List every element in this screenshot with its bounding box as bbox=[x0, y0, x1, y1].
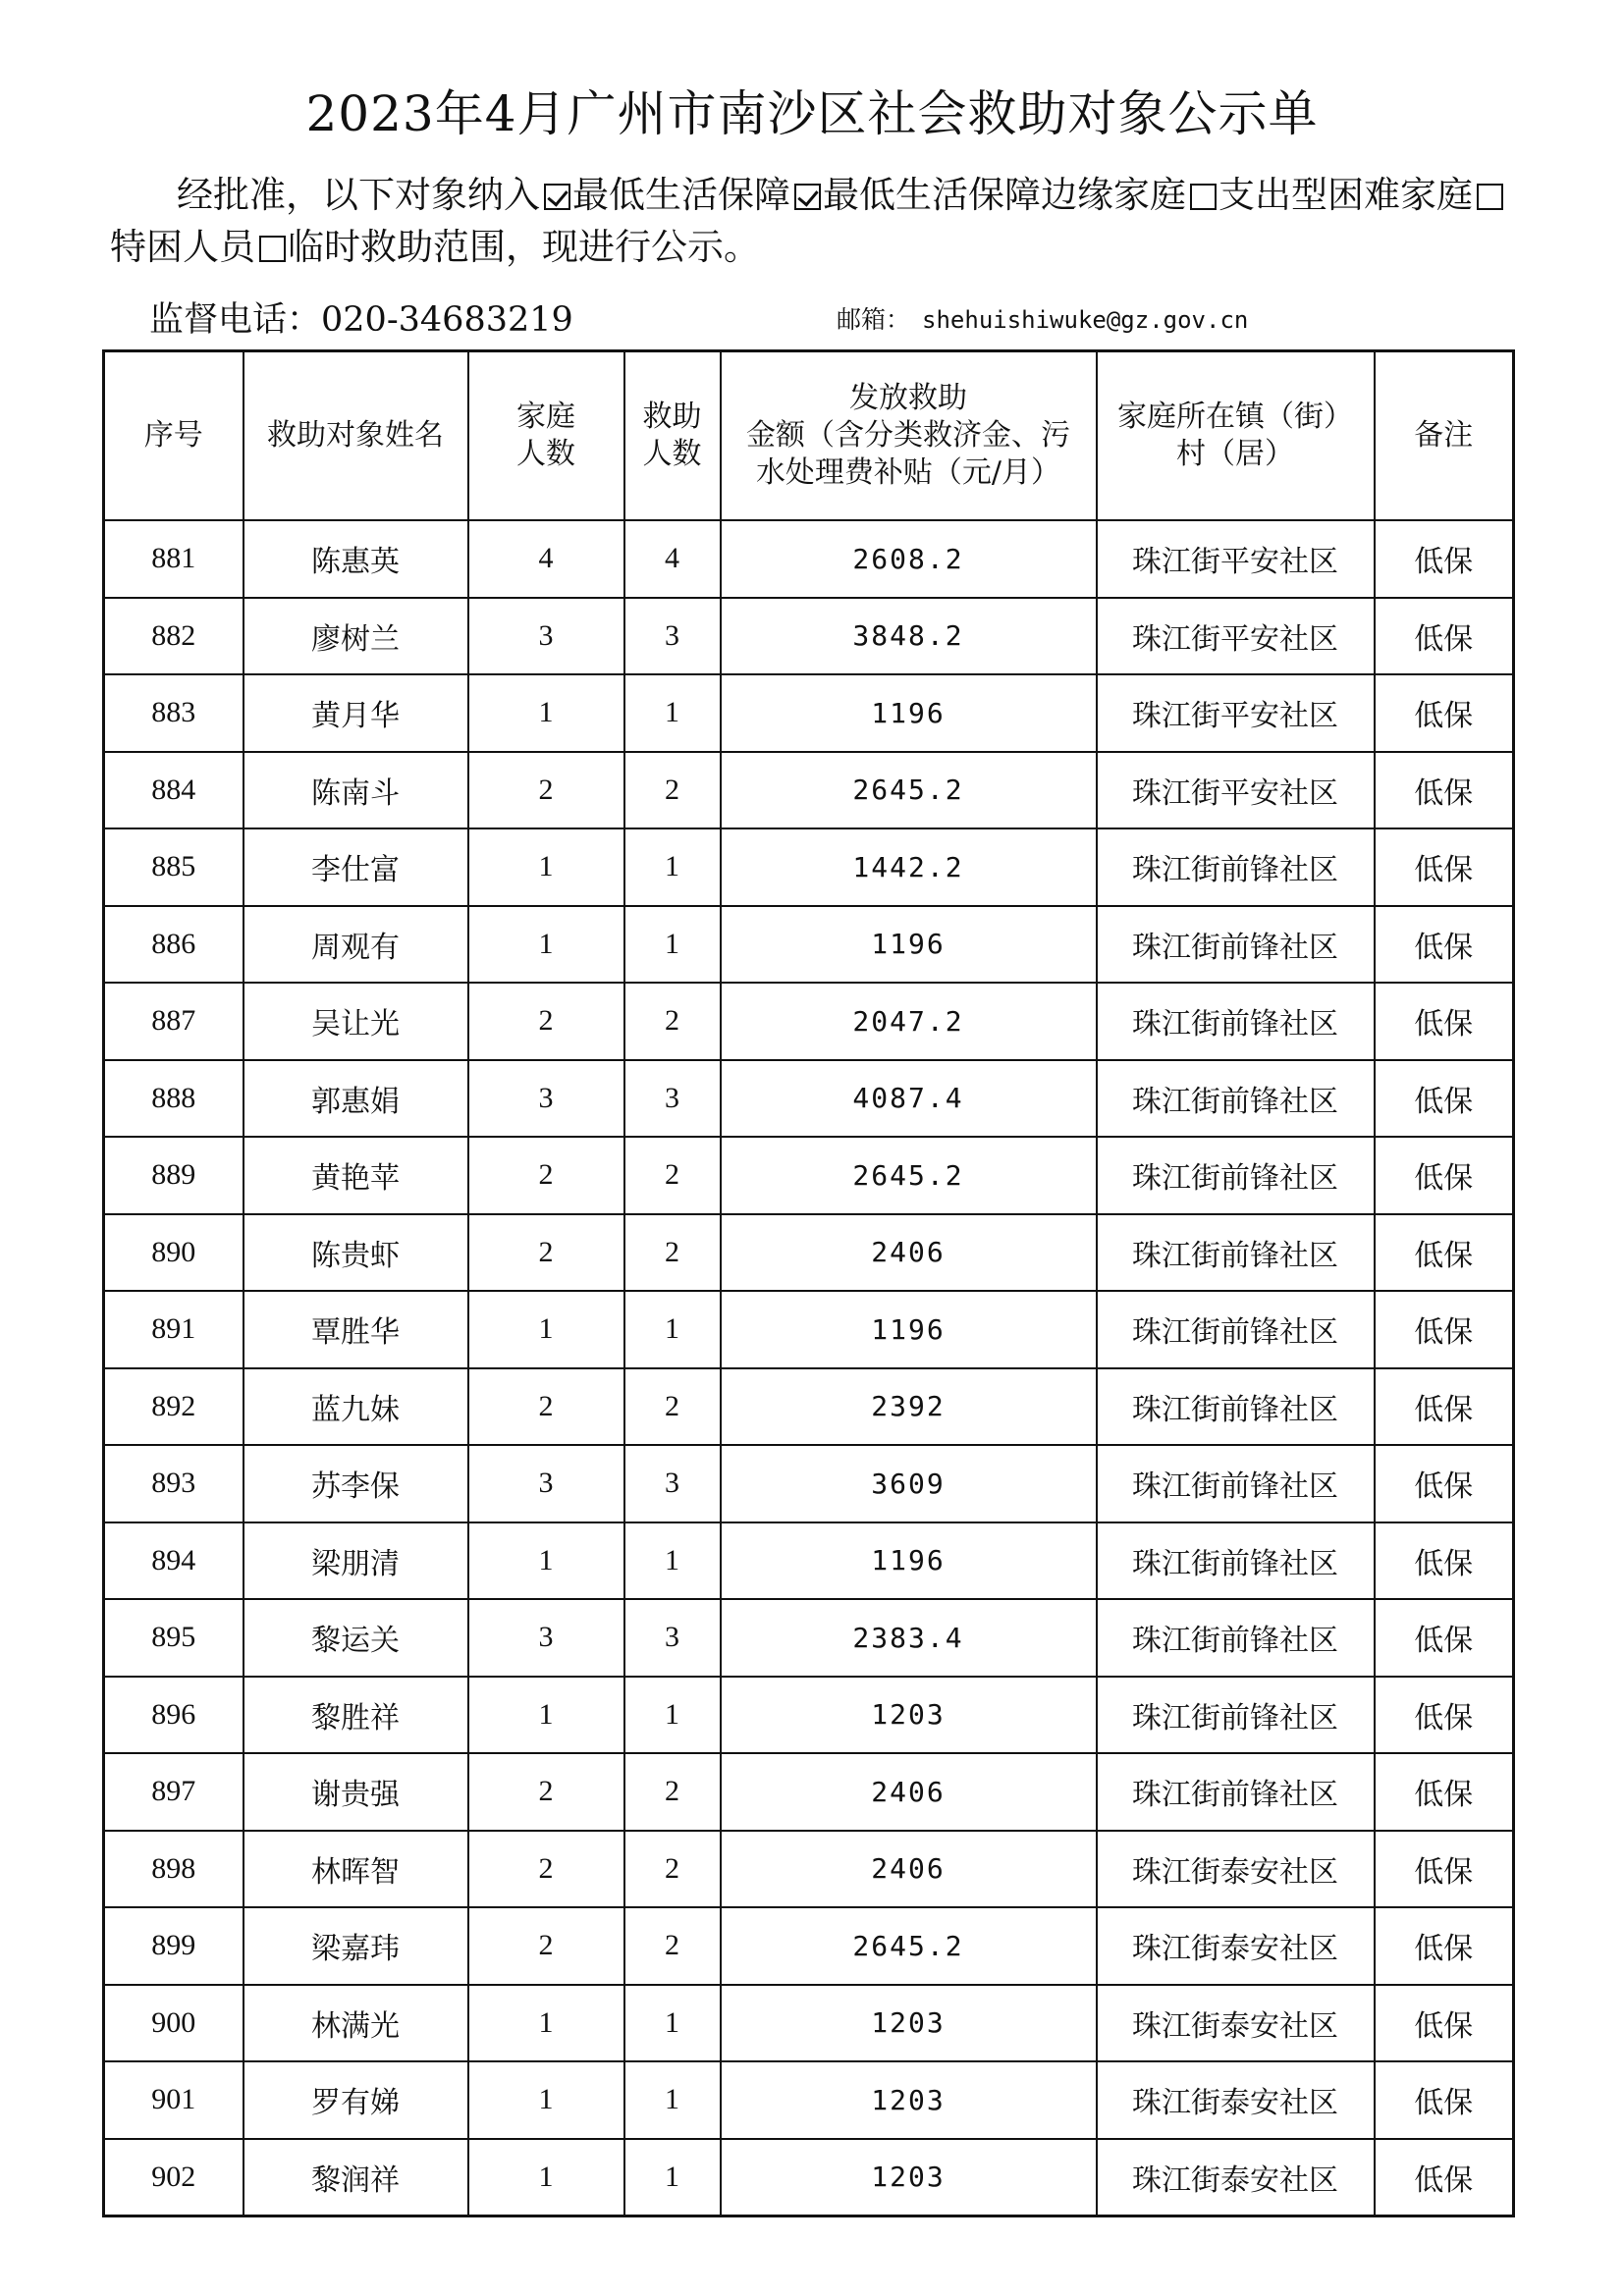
intro-lead: 经批准，以下对象纳入 bbox=[177, 174, 540, 216]
aid-amount-cell: 2383.4 bbox=[721, 1599, 1097, 1677]
location-cell: 珠江街平安社区 bbox=[1097, 674, 1375, 752]
row-index-cell: 886 bbox=[104, 906, 244, 984]
table-row bbox=[104, 1368, 1514, 1446]
header-line: 人数 bbox=[642, 437, 702, 471]
table-body bbox=[104, 520, 1514, 2216]
table-row bbox=[104, 1214, 1514, 1292]
location-cell: 珠江街前锋社区 bbox=[1097, 1060, 1375, 1138]
row-index-cell: 895 bbox=[104, 1599, 244, 1677]
col-aid-count-header bbox=[624, 351, 721, 521]
header-line: 救助 bbox=[642, 400, 702, 434]
location-cell: 珠江街前锋社区 bbox=[1097, 1445, 1375, 1522]
aid-count-cell: 3 bbox=[624, 598, 721, 675]
header-line: 人数 bbox=[516, 437, 575, 471]
family-size-cell: 2 bbox=[468, 1753, 624, 1831]
row-index-cell: 894 bbox=[104, 1522, 244, 1600]
note-cell: 低保 bbox=[1375, 1291, 1514, 1368]
note-cell: 低保 bbox=[1375, 1599, 1514, 1677]
col-location-header bbox=[1097, 351, 1375, 521]
aid-count-cell: 2 bbox=[624, 1214, 721, 1292]
phone-number: 020-34683219 bbox=[321, 300, 573, 340]
row-index-cell: 885 bbox=[104, 828, 244, 906]
row-index-cell: 890 bbox=[104, 1214, 244, 1292]
aid-amount-cell: 4087.4 bbox=[721, 1060, 1097, 1138]
recipient-name-cell: 黎胜祥 bbox=[244, 1677, 468, 1754]
header-line: 村（居） bbox=[1176, 437, 1294, 471]
recipient-name-cell: 郭惠娟 bbox=[244, 1060, 468, 1138]
note-cell: 低保 bbox=[1375, 1907, 1514, 1985]
location-cell: 珠江街前锋社区 bbox=[1097, 906, 1375, 984]
aid-amount-cell: 3848.2 bbox=[721, 598, 1097, 675]
header-line: 家庭所在镇（街） bbox=[1117, 400, 1353, 434]
intro-tail: 范围，现进行公示。 bbox=[433, 226, 760, 268]
table-row bbox=[104, 2139, 1514, 2216]
recipient-name-cell: 罗有娣 bbox=[244, 2061, 468, 2139]
note-cell: 低保 bbox=[1375, 1214, 1514, 1292]
email-label: 邮箱： bbox=[837, 305, 911, 334]
row-index-cell: 896 bbox=[104, 1677, 244, 1754]
location-cell: 珠江街泰安社区 bbox=[1097, 2139, 1375, 2216]
aid-amount-cell: 2406 bbox=[721, 1753, 1097, 1831]
option-label: 支出型困难家庭 bbox=[1218, 174, 1473, 216]
header-line: 序号 bbox=[143, 418, 203, 453]
aid-amount-cell: 3609 bbox=[721, 1445, 1097, 1522]
location-cell: 珠江街泰安社区 bbox=[1097, 1985, 1375, 2062]
header-line: 家庭 bbox=[516, 400, 575, 434]
table-row bbox=[104, 1985, 1514, 2062]
col-family-size-header bbox=[468, 351, 624, 521]
header-line: 水处理费补贴（元/月） bbox=[755, 455, 1061, 490]
aid-amount-cell: 2645.2 bbox=[721, 1137, 1097, 1214]
table-row bbox=[104, 828, 1514, 906]
aid-count-cell: 2 bbox=[624, 1831, 721, 1908]
row-index-cell: 888 bbox=[104, 1060, 244, 1138]
aid-count-cell: 2 bbox=[624, 1753, 721, 1831]
option-label: 最低生活保障 bbox=[572, 174, 790, 216]
aid-amount-cell: 2406 bbox=[721, 1831, 1097, 1908]
recipient-name-cell: 梁朋清 bbox=[244, 1522, 468, 1600]
recipient-name-cell: 周观有 bbox=[244, 906, 468, 984]
aid-count-cell: 1 bbox=[624, 1291, 721, 1368]
email-address: shehuishiwuke@gz.gov.cn bbox=[922, 306, 1249, 334]
recipient-name-cell: 苏李保 bbox=[244, 1445, 468, 1522]
contact-line bbox=[149, 293, 1524, 342]
location-cell: 珠江街前锋社区 bbox=[1097, 1291, 1375, 1368]
table-row bbox=[104, 2061, 1514, 2139]
aid-count-cell: 1 bbox=[624, 674, 721, 752]
row-index-cell: 883 bbox=[104, 674, 244, 752]
location-cell: 珠江街前锋社区 bbox=[1097, 1368, 1375, 1446]
checked-box-icon bbox=[544, 184, 570, 210]
note-cell: 低保 bbox=[1375, 983, 1514, 1060]
col-note-header bbox=[1375, 351, 1514, 521]
phone-label: 监督电话： bbox=[149, 300, 322, 340]
aid-amount-cell: 2047.2 bbox=[721, 983, 1097, 1060]
family-size-cell: 2 bbox=[468, 1907, 624, 1985]
aid-amount-cell: 1196 bbox=[721, 1291, 1097, 1368]
header-line: 发放救助 bbox=[849, 381, 967, 415]
table-row bbox=[104, 1445, 1514, 1522]
family-size-cell: 1 bbox=[468, 1522, 624, 1600]
aid-count-cell: 2 bbox=[624, 983, 721, 1060]
row-index-cell: 887 bbox=[104, 983, 244, 1060]
family-size-cell: 1 bbox=[468, 1985, 624, 2062]
row-index-cell: 899 bbox=[104, 1907, 244, 1985]
table-row bbox=[104, 598, 1514, 675]
aid-count-cell: 1 bbox=[624, 2061, 721, 2139]
option-label: 最低生活保障边缘家庭 bbox=[823, 174, 1186, 216]
table-row bbox=[104, 983, 1514, 1060]
location-cell: 珠江街前锋社区 bbox=[1097, 1677, 1375, 1754]
aid-amount-cell: 2608.2 bbox=[721, 520, 1097, 598]
supervision-email bbox=[837, 300, 1248, 336]
aid-amount-cell: 2406 bbox=[721, 1214, 1097, 1292]
table-row bbox=[104, 1831, 1514, 1908]
aid-count-cell: 3 bbox=[624, 1445, 721, 1522]
aid-count-cell: 2 bbox=[624, 1137, 721, 1214]
table-row bbox=[104, 1522, 1514, 1600]
location-cell: 珠江街平安社区 bbox=[1097, 752, 1375, 829]
note-cell: 低保 bbox=[1375, 1060, 1514, 1138]
note-cell: 低保 bbox=[1375, 752, 1514, 829]
table-row bbox=[104, 906, 1514, 984]
family-size-cell: 1 bbox=[468, 906, 624, 984]
row-index-cell: 901 bbox=[104, 2061, 244, 2139]
row-index-cell: 893 bbox=[104, 1445, 244, 1522]
note-cell: 低保 bbox=[1375, 1368, 1514, 1446]
recipient-name-cell: 吴让光 bbox=[244, 983, 468, 1060]
note-cell: 低保 bbox=[1375, 2061, 1514, 2139]
family-size-cell: 2 bbox=[468, 1214, 624, 1292]
family-size-cell: 3 bbox=[468, 598, 624, 675]
aid-count-cell: 3 bbox=[624, 1060, 721, 1138]
family-size-cell: 3 bbox=[468, 1599, 624, 1677]
family-size-cell: 2 bbox=[468, 1831, 624, 1908]
family-size-cell: 1 bbox=[468, 2061, 624, 2139]
location-cell: 珠江街前锋社区 bbox=[1097, 1137, 1375, 1214]
empty-box-icon bbox=[1190, 184, 1217, 210]
row-index-cell: 898 bbox=[104, 1831, 244, 1908]
family-size-cell: 2 bbox=[468, 752, 624, 829]
aid-amount-cell: 1203 bbox=[721, 2139, 1097, 2216]
family-size-cell: 1 bbox=[468, 1291, 624, 1368]
note-cell: 低保 bbox=[1375, 674, 1514, 752]
recipient-name-cell: 黄艳苹 bbox=[244, 1137, 468, 1214]
family-size-cell: 2 bbox=[468, 1137, 624, 1214]
note-cell: 低保 bbox=[1375, 1522, 1514, 1600]
aid-amount-cell: 1196 bbox=[721, 906, 1097, 984]
table-row bbox=[104, 674, 1514, 752]
aid-count-cell: 2 bbox=[624, 1368, 721, 1446]
recipient-name-cell: 梁嘉玮 bbox=[244, 1907, 468, 1985]
recipient-name-cell: 覃胜华 bbox=[244, 1291, 468, 1368]
row-index-cell: 902 bbox=[104, 2139, 244, 2216]
location-cell: 珠江街前锋社区 bbox=[1097, 828, 1375, 906]
recipients-table bbox=[102, 349, 1515, 2217]
note-cell: 低保 bbox=[1375, 2139, 1514, 2216]
note-cell: 低保 bbox=[1375, 1137, 1514, 1214]
location-cell: 珠江街前锋社区 bbox=[1097, 1522, 1375, 1600]
checked-box-icon bbox=[794, 184, 821, 210]
family-size-cell: 1 bbox=[468, 674, 624, 752]
aid-amount-cell: 1196 bbox=[721, 674, 1097, 752]
family-size-cell: 2 bbox=[468, 983, 624, 1060]
aid-amount-cell: 2645.2 bbox=[721, 752, 1097, 829]
aid-amount-cell: 1442.2 bbox=[721, 828, 1097, 906]
family-size-cell: 3 bbox=[468, 1060, 624, 1138]
supervision-phone bbox=[149, 293, 573, 342]
location-cell: 珠江街平安社区 bbox=[1097, 598, 1375, 675]
location-cell: 珠江街前锋社区 bbox=[1097, 1599, 1375, 1677]
option-label: 特困人员 bbox=[110, 226, 255, 268]
header-line: 金额（含分类救济金、污 bbox=[746, 418, 1070, 453]
aid-amount-cell: 1196 bbox=[721, 1522, 1097, 1600]
location-cell: 珠江街泰安社区 bbox=[1097, 2061, 1375, 2139]
aid-amount-cell: 2645.2 bbox=[721, 1907, 1097, 1985]
family-size-cell: 2 bbox=[468, 1368, 624, 1446]
recipient-name-cell: 廖树兰 bbox=[244, 598, 468, 675]
row-index-cell: 892 bbox=[104, 1368, 244, 1446]
recipient-name-cell: 黎润祥 bbox=[244, 2139, 468, 2216]
location-cell: 珠江街泰安社区 bbox=[1097, 1831, 1375, 1908]
aid-count-cell: 2 bbox=[624, 752, 721, 829]
table-header-row bbox=[104, 351, 1514, 521]
table-row bbox=[104, 1137, 1514, 1214]
header-line: 备注 bbox=[1414, 418, 1474, 453]
aid-count-cell: 2 bbox=[624, 1907, 721, 1985]
family-size-cell: 1 bbox=[468, 1677, 624, 1754]
location-cell: 珠江街前锋社区 bbox=[1097, 983, 1375, 1060]
note-cell: 低保 bbox=[1375, 828, 1514, 906]
aid-count-cell: 1 bbox=[624, 828, 721, 906]
aid-amount-cell: 1203 bbox=[721, 2061, 1097, 2139]
aid-count-cell: 3 bbox=[624, 1599, 721, 1677]
row-index-cell: 900 bbox=[104, 1985, 244, 2062]
location-cell: 珠江街前锋社区 bbox=[1097, 1214, 1375, 1292]
note-cell: 低保 bbox=[1375, 1677, 1514, 1754]
note-cell: 低保 bbox=[1375, 598, 1514, 675]
aid-amount-cell: 1203 bbox=[721, 1677, 1097, 1754]
note-cell: 低保 bbox=[1375, 1753, 1514, 1831]
table-row bbox=[104, 1599, 1514, 1677]
col-amount-header bbox=[721, 351, 1097, 521]
option-label: 临时救助 bbox=[288, 226, 433, 268]
recipient-name-cell: 黄月华 bbox=[244, 674, 468, 752]
table-row bbox=[104, 1060, 1514, 1138]
family-size-cell: 3 bbox=[468, 1445, 624, 1522]
recipient-name-cell: 李仕富 bbox=[244, 828, 468, 906]
row-index-cell: 884 bbox=[104, 752, 244, 829]
empty-box-icon bbox=[1477, 184, 1503, 210]
aid-count-cell: 1 bbox=[624, 2139, 721, 2216]
empty-box-icon bbox=[259, 236, 286, 262]
table-row bbox=[104, 520, 1514, 598]
table-row bbox=[104, 1907, 1514, 1985]
note-cell: 低保 bbox=[1375, 520, 1514, 598]
table-row bbox=[104, 752, 1514, 829]
family-size-cell: 4 bbox=[468, 520, 624, 598]
aid-count-cell: 4 bbox=[624, 520, 721, 598]
approval-statement bbox=[110, 169, 1514, 273]
table-row bbox=[104, 1677, 1514, 1754]
recipient-name-cell: 蓝九妹 bbox=[244, 1368, 468, 1446]
document-title: 2023年4月广州市南沙区社会救助对象公示单 bbox=[305, 85, 1319, 142]
recipient-name-cell: 陈南斗 bbox=[244, 752, 468, 829]
row-index-cell: 882 bbox=[104, 598, 244, 675]
location-cell: 珠江街前锋社区 bbox=[1097, 1753, 1375, 1831]
recipient-name-cell: 林满光 bbox=[244, 1985, 468, 2062]
aid-count-cell: 1 bbox=[624, 906, 721, 984]
row-index-cell: 881 bbox=[104, 520, 244, 598]
recipient-name-cell: 陈惠英 bbox=[244, 520, 468, 598]
row-index-cell: 891 bbox=[104, 1291, 244, 1368]
recipient-name-cell: 陈贵虾 bbox=[244, 1214, 468, 1292]
note-cell: 低保 bbox=[1375, 1445, 1514, 1522]
family-size-cell: 1 bbox=[468, 828, 624, 906]
row-index-cell: 889 bbox=[104, 1137, 244, 1214]
col-index-header bbox=[104, 351, 244, 521]
note-cell: 低保 bbox=[1375, 1831, 1514, 1908]
location-cell: 珠江街平安社区 bbox=[1097, 520, 1375, 598]
aid-count-cell: 1 bbox=[624, 1677, 721, 1754]
header-line: 救助对象姓名 bbox=[267, 418, 444, 453]
aid-count-cell: 1 bbox=[624, 1985, 721, 2062]
note-cell: 低保 bbox=[1375, 1985, 1514, 2062]
table-row bbox=[104, 1753, 1514, 1831]
aid-count-cell: 1 bbox=[624, 1522, 721, 1600]
row-index-cell: 897 bbox=[104, 1753, 244, 1831]
family-size-cell: 1 bbox=[468, 2139, 624, 2216]
note-cell: 低保 bbox=[1375, 906, 1514, 984]
col-name-header bbox=[244, 351, 468, 521]
location-cell: 珠江街泰安社区 bbox=[1097, 1907, 1375, 1985]
recipient-name-cell: 林晖智 bbox=[244, 1831, 468, 1908]
aid-amount-cell: 2392 bbox=[721, 1368, 1097, 1446]
recipient-name-cell: 黎运关 bbox=[244, 1599, 468, 1677]
table-row bbox=[104, 1291, 1514, 1368]
aid-amount-cell: 1203 bbox=[721, 1985, 1097, 2062]
recipient-name-cell: 谢贵强 bbox=[244, 1753, 468, 1831]
